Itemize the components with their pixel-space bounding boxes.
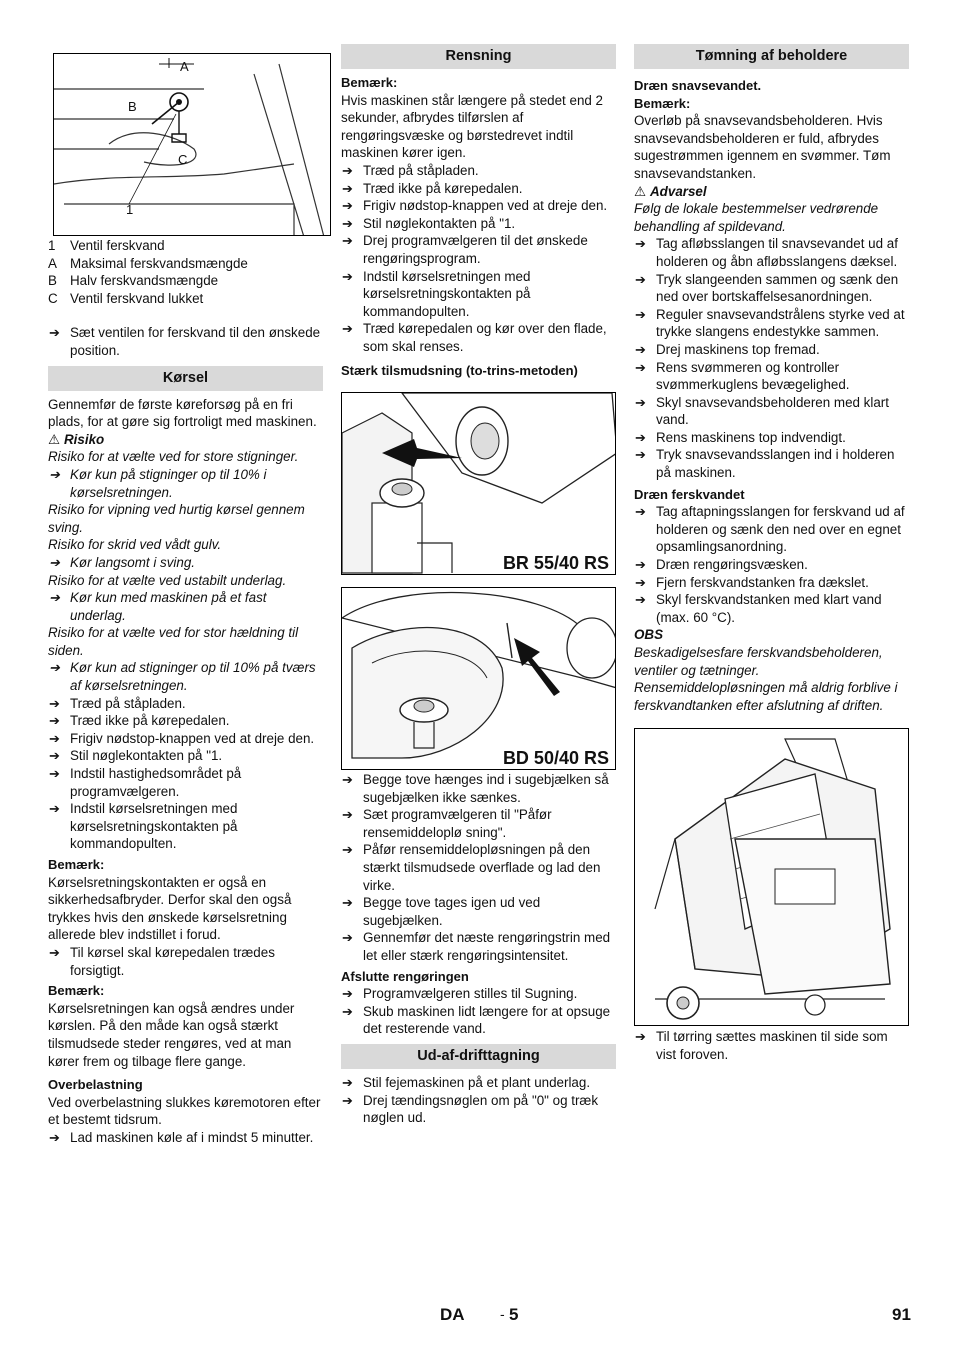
step-item: ➔ Indstil kørselsretningen med kørselsretningskontakten på kommandopulten. (342, 268, 531, 319)
warning-icon: ⚠ (48, 431, 61, 447)
footer-page-number: 91 (892, 1305, 911, 1324)
arrow-icon: ➔ (635, 429, 646, 445)
note-text: Kørselsretningskontakten er også en sikkerhedsafbryder. Derfor skal den også trykkes hvis den ønskede kørselsretning allerede blev indstillet i forud. (48, 874, 292, 943)
strong-soil-heading: Stærk tilsmudsning (to-trins-metoden) (341, 362, 578, 378)
arrow-icon: ➔ (342, 895, 353, 911)
footer-local-page: 5 (509, 1305, 519, 1324)
arrow-icon: ➔ (342, 772, 353, 788)
machine-drying-figure (634, 728, 909, 1026)
step-item: ➔ Fjern ferskvandstanken fra dækslet. (635, 574, 869, 590)
arrow-icon: ➔ (342, 321, 353, 337)
step-item: ➔ Kør kun ad stigninger op til 10% på tværs af kørselsretningen. (49, 660, 316, 694)
legend-item: C Ventil ferskvand lukket (48, 290, 204, 306)
arrow-icon: ➔ (49, 748, 60, 764)
step-item: ➔ Gennemfør det næste rengøringstrin med let eller stærk rengøringsintensitet. (342, 930, 611, 964)
footer-separator: - (500, 1306, 505, 1322)
arrow-icon: ➔ (342, 1003, 353, 1019)
step-item: ➔ Stil nøglekontakten på "1. (49, 748, 223, 764)
korsel-intro: Gennemfør de første køreforsøg på en fri plads, for at gøre sig fortroligt med maskinen. (48, 396, 317, 430)
step-item: ➔ Indstil hastighedsområdet på programvælgeren. (49, 766, 242, 799)
section-heading-korsel: Kørsel (48, 366, 323, 391)
step-item: ➔ Reguler snavsevandstrålens styrke ved at trykke slangens endestykke sammen. (635, 306, 905, 340)
arrow-icon: ➔ (49, 713, 60, 729)
step-item: ➔ Træd ikke på kørepedalen. (49, 713, 230, 729)
step-item: ➔ Kør kun på stigninger op til 10% i kørselsretningen. (49, 466, 267, 500)
step-item: ➔ Tag aftapningsslangen for ferskvand ud af holderen og sænk den ned over en egnet opsamlingsanordning. (635, 504, 905, 555)
arrow-icon: ➔ (49, 730, 60, 746)
step-item: ➔ Rens maskinens top indvendigt. (635, 429, 846, 445)
arrow-icon: ➔ (635, 306, 646, 322)
arrow-icon: ➔ (342, 268, 353, 284)
note-text: Kørselsretningen kan også ændres under kørslen. På den måde kan også stærkt tilsmudsede steder rengøres, ved at man kører frem og tilbage flere gange. (48, 1000, 295, 1069)
figure-label-1: 1 (126, 202, 134, 217)
step-item: ➔ Indstil kørselsretningen med kørselsretningskontakten på kommandopulten. (49, 801, 238, 852)
machine-figure-br (341, 392, 616, 575)
step-item: ➔ Til tørring sættes maskinen til side som vist foroven. (635, 1029, 888, 1062)
step-item: ➔ Skyl ferskvandstanken med klart vand (max. 60 °C). (635, 592, 882, 625)
arrow-icon: ➔ (635, 592, 646, 608)
step-item: ➔ Træd på ståpladen. (49, 695, 186, 711)
note-heading: Bemærk: (48, 857, 105, 872)
risk-heading: ⚠ Risiko (48, 431, 105, 447)
arrow-icon: ➔ (342, 162, 353, 178)
note-text: Hvis maskinen står længere på stedet end 2 sekunder, afbrydes tilførslen af rengøringsvæske og børstedrevet indtil maskinen kører igen. (341, 92, 604, 161)
step-item: ➔ Træd kørepedalen og kør over den flade, som skal renses. (342, 321, 607, 354)
risk-text: Risiko for at vælte ved ustabilt underlag. (48, 572, 287, 588)
legend-item: 1 Ventil ferskvand (48, 238, 165, 253)
legend-item: A Maksimal ferskvandsmængde (48, 255, 248, 271)
risk-text: Risiko for skrid ved vådt gulv. (48, 537, 222, 553)
step-item: ➔ Kør langsomt i sving. (49, 554, 196, 570)
machine-figure-bd (341, 587, 616, 770)
arrow-icon: ➔ (342, 930, 353, 946)
step-item: ➔ Rens svømmeren og kontroller svømmerkuglens bevægelighed. (635, 359, 850, 393)
step-item: ➔ Drej programvælgeren til det ønskede rengøringsprogram. (342, 233, 588, 266)
step-item: ➔ Frigiv nødstop-knappen ved at dreje den. (49, 730, 315, 746)
arrow-icon: ➔ (49, 325, 60, 341)
valve-figure (53, 53, 331, 236)
arrow-icon: ➔ (635, 1029, 646, 1045)
arrow-icon: ➔ (49, 554, 60, 570)
step-item: ➔ Begge tove tages igen ud ved sugebjælken. (342, 895, 541, 928)
step-item: ➔ Frigiv nødstop-knappen ved at dreje den. (342, 198, 608, 214)
step-item: ➔ Stil fejemaskinen på et plant underlag. (342, 1075, 591, 1090)
arrow-icon: ➔ (49, 695, 60, 711)
step-item: ➔ Drej tændingsnøglen om på "0" og træk nøglen ud. (342, 1092, 599, 1126)
drain-dirty-heading: Dræn snavsevandet. (634, 78, 762, 93)
drain-fresh-heading: Dræn ferskvandet (634, 486, 745, 502)
arrow-icon: ➔ (635, 447, 646, 463)
arrow-icon: ➔ (49, 801, 60, 817)
afslutte-heading: Afslutte rengøringen (341, 968, 469, 984)
arrow-icon: ➔ (49, 944, 60, 960)
legend-item: B Halv ferskvandsmængde (48, 273, 219, 289)
arrow-icon: ➔ (49, 1129, 60, 1145)
section-heading-rensning: Rensning (341, 44, 616, 69)
arrow-icon: ➔ (49, 466, 60, 482)
step-item: ➔ Stil nøglekontakten på "1. (342, 215, 516, 231)
obs-heading: OBS (634, 627, 664, 643)
arrow-icon: ➔ (342, 180, 353, 196)
arrow-icon: ➔ (635, 359, 646, 375)
arrow-icon: ➔ (635, 341, 646, 357)
step-item: ➔ Til kørsel skal kørepedalen trædes forsigtigt. (49, 944, 275, 978)
note-heading: Bemærk: (341, 75, 398, 90)
arrow-icon: ➔ (342, 1092, 353, 1108)
arrow-icon: ➔ (342, 842, 353, 858)
section-heading-tomning: Tømning af beholdere (634, 44, 909, 69)
step-item: ➔ Lad maskinen køle af i mindst 5 minutter. (49, 1129, 314, 1145)
arrow-icon: ➔ (635, 236, 646, 252)
arrow-icon: ➔ (342, 807, 353, 823)
overbelastning-heading: Overbelastning (48, 1077, 143, 1093)
arrow-icon: ➔ (342, 986, 353, 1002)
figure-label-c: C (178, 152, 188, 167)
arrow-icon: ➔ (635, 271, 646, 287)
risk-text: Risiko for vipning ved hurtig kørsel gennem sving. (48, 502, 305, 535)
step-item: ➔ Skyl snavsevandsbeholderen med klart vand. (635, 394, 889, 428)
step-item: ➔ Tag afløbsslangen til snavsevandet ud af holderen og åbn afløbsslangens dæksel. (635, 236, 898, 269)
footer-language: DA (440, 1305, 465, 1324)
step-item: ➔ Træd på ståpladen. (342, 162, 479, 178)
figure-label-a: A (180, 59, 189, 74)
risk-text: Risiko for at vælte ved for store stigninger. (48, 449, 299, 465)
column-2 (341, 44, 616, 1127)
step-item: ➔ Sæt ventilen for ferskvand til den ønskede position. (49, 325, 321, 358)
figure-label-br: BR 55/40 RS (502, 552, 609, 573)
step-item: ➔ Skub maskinen lidt længere for at opsuge det resterende vand. (342, 1003, 611, 1037)
arrow-icon: ➔ (635, 504, 646, 520)
step-item: ➔ Kør kun med maskinen på et fast underlag. (49, 590, 267, 623)
step-item: ➔ Begge tove hænges ind i sugebjælken så sugebjælken ikke sænkes. (342, 772, 609, 805)
step-item: ➔ Tryk slangeenden sammen og sænk den ned over bortskaffelsesanordningen. (635, 271, 899, 305)
figure-label-b: B (128, 99, 137, 114)
arrow-icon: ➔ (49, 766, 60, 782)
column-1 (48, 44, 323, 1147)
step-item: ➔ Dræn rengøringsvæsken. (635, 557, 808, 573)
arrow-icon: ➔ (635, 557, 646, 573)
step-item: ➔ Sæt programvælgeren til "Påfør rensemiddeloplø sning". (342, 807, 552, 840)
risk-text: Risiko for at vælte ved for stor hældning til siden. (48, 625, 299, 658)
arrow-icon: ➔ (342, 198, 353, 214)
warning-heading: ⚠ Advarsel (634, 183, 707, 199)
note-text: Overløb på snavsevandsbeholderen. Hvis snavsevandsbeholderen er fuld, afbrydes sugestrømmen igennem en svømmer. Tøm snavsevandstanken. (634, 113, 891, 181)
section-heading-ud-af-drift: Ud-af-drifttagning (341, 1044, 616, 1069)
step-item: ➔ Drej maskinens top fremad. (635, 341, 820, 357)
obs-text: Beskadigelsesfare ferskvandsbeholderen, ventiler og tætninger. Rensemiddelopløsningen må aldrig forblive i ferskvandtanken efter afslutning af driften. (634, 645, 898, 713)
arrow-icon: ➔ (635, 574, 646, 590)
warning-text: Følg de lokale bestemmelser vedrørende behandling af spildevand. (634, 201, 879, 234)
step-item: ➔ Tryk snavsevandsslangen ind i holderen på maskinen. (635, 447, 895, 481)
column-3 (634, 44, 909, 1064)
arrow-icon: ➔ (342, 1075, 353, 1090)
arrow-icon: ➔ (635, 394, 646, 410)
figure-label-bd: BD 50/40 RS (502, 747, 609, 768)
arrow-icon: ➔ (342, 233, 353, 249)
figure-legend (48, 237, 323, 307)
note-heading: Bemærk: (48, 983, 105, 999)
arrow-icon: ➔ (49, 590, 60, 606)
overbelastning-text: Ved overbelastning slukkes køremotoren efter et bestemt tidsrum. (48, 1094, 321, 1128)
warning-icon: ⚠ (634, 183, 647, 199)
step-item: ➔ Påfør rensemiddelopløsningen på den stærkt tilsmudsede overflade og lad den virke. (342, 842, 601, 893)
step-item: ➔ Træd ikke på kørepedalen. (342, 180, 523, 196)
note-heading: Bemærk: (634, 95, 691, 111)
arrow-icon: ➔ (342, 215, 353, 231)
step-item: ➔ Programvælgeren stilles til Sugning. (342, 986, 578, 1002)
arrow-icon: ➔ (49, 660, 60, 676)
